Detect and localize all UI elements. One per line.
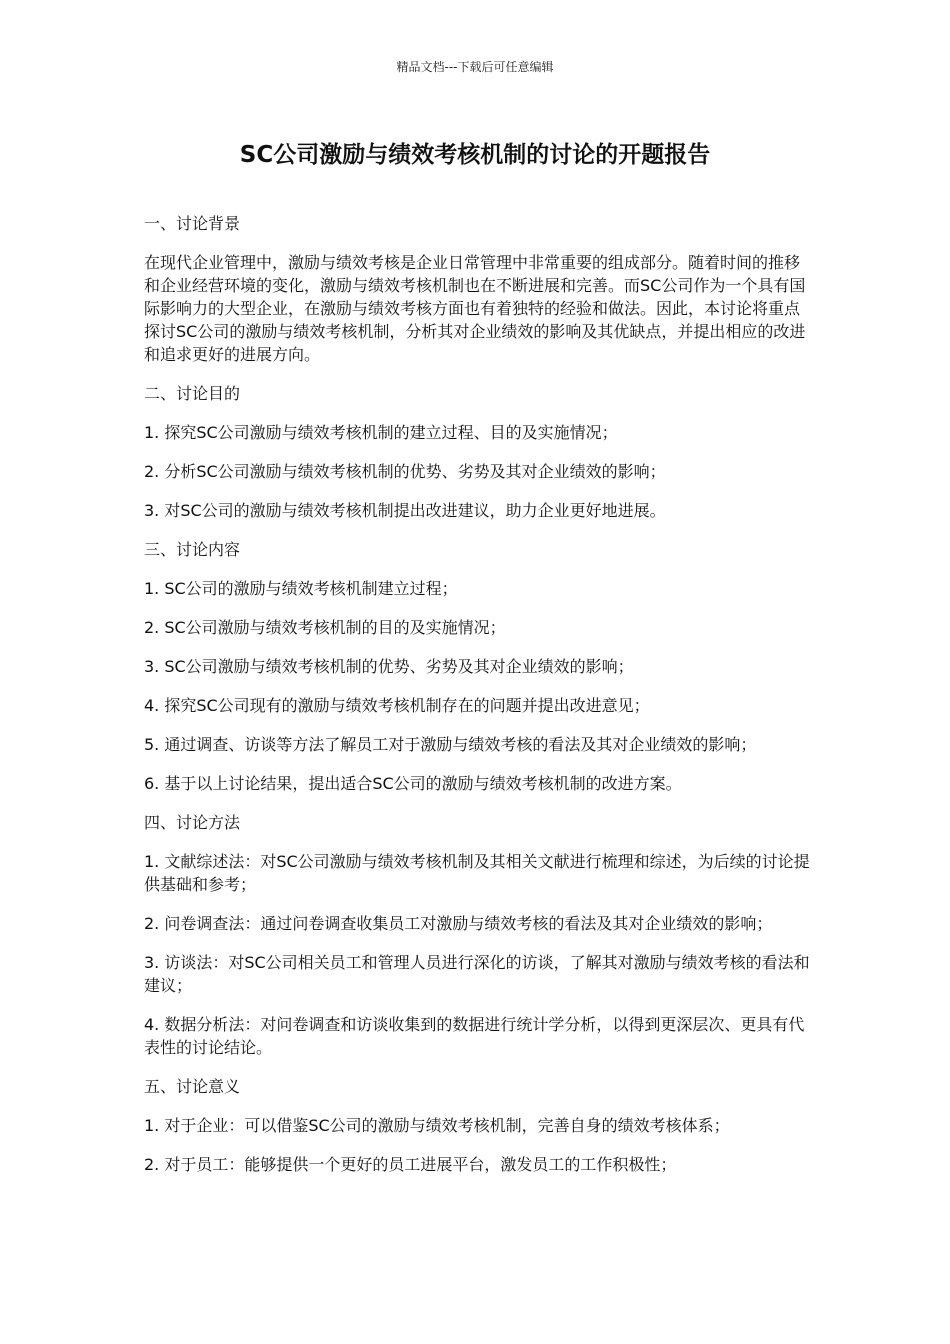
list-item: 1. 探究SC公司激励与绩效考核机制的建立过程、目的及实施情况； bbox=[144, 423, 618, 442]
list-item: 2. 问卷调查法：通过问卷调查收集员工对激励与绩效考核的看法及其对企业绩效的影响； bbox=[144, 914, 773, 933]
list-item: 3. 对SC公司的激励与绩效考核机制提出改进建议，助力企业更好地进展。 bbox=[144, 501, 666, 520]
list-item: 4. 探究SC公司现有的激励与绩效考核机制存在的问题并提出改进意见； bbox=[144, 696, 650, 715]
section-heading-significance: 五、讨论意义 bbox=[144, 1077, 241, 1096]
document-title: SC公司激励与绩效考核机制的讨论的开题报告 bbox=[239, 142, 711, 168]
list-item: 3. 访谈法：对SC公司相关员工和管理人员进行深化的访谈，了解其对激励与绩效考核的看法和建议； bbox=[144, 953, 810, 995]
section-heading-content: 三、讨论内容 bbox=[144, 540, 241, 559]
list-item: 5. 通过调查、访谈等方法了解员工对于激励与绩效考核的看法及其对企业绩效的影响； bbox=[144, 735, 757, 754]
page-header-note: 精品文档---下载后可任意编辑 bbox=[396, 60, 554, 74]
list-item: 1. 对于企业：可以借鉴SC公司的激励与绩效考核机制，完善自身的绩效考核体系； bbox=[144, 1116, 730, 1135]
document-body bbox=[144, 212, 812, 1192]
section-heading-purpose: 二、讨论目的 bbox=[144, 384, 241, 403]
section-paragraph-background: 在现代企业管理中，激励与绩效考核是企业日常管理中非常重要的组成部分。随着时间的推移和企业经营环境的变化，激励与绩效考核机制也在不断进展和完善。而SC公司作为一个具有国际影响力的大型企业，在激励与绩效考核方面也有着独特的经验和做法。因此，本讨论将重点探讨SC公司的激励与绩效考核机制，分析其对企业绩效的影响及其优缺点，并提出相应的改进和追求更好的进展方向。 bbox=[144, 253, 806, 364]
section-heading-background: 一、讨论背景 bbox=[144, 214, 241, 233]
list-item: 2. 对于员工：能够提供一个更好的员工进展平台，激发员工的工作积极性； bbox=[144, 1155, 677, 1174]
list-item: 1. SC公司的激励与绩效考核机制建立过程； bbox=[144, 579, 458, 598]
list-item: 2. 分析SC公司激励与绩效考核机制的优势、劣势及其对企业绩效的影响； bbox=[144, 462, 666, 481]
list-item: 4. 数据分析法：对问卷调查和访谈收集到的数据进行统计学分析，以得到更深层次、更具有代表性的讨论结论。 bbox=[144, 1015, 805, 1057]
list-item: 6. 基于以上讨论结果，提出适合SC公司的激励与绩效考核机制的改进方案。 bbox=[144, 774, 682, 793]
list-item: 2. SC公司激励与绩效考核机制的目的及实施情况； bbox=[144, 618, 506, 637]
list-item: 1. 文献综述法：对SC公司激励与绩效考核机制及其相关文献进行梳理和综述，为后续的讨论提供基础和参考； bbox=[144, 852, 810, 894]
section-heading-method: 四、讨论方法 bbox=[144, 813, 241, 832]
list-item: 3. SC公司激励与绩效考核机制的优势、劣势及其对企业绩效的影响； bbox=[144, 657, 634, 676]
